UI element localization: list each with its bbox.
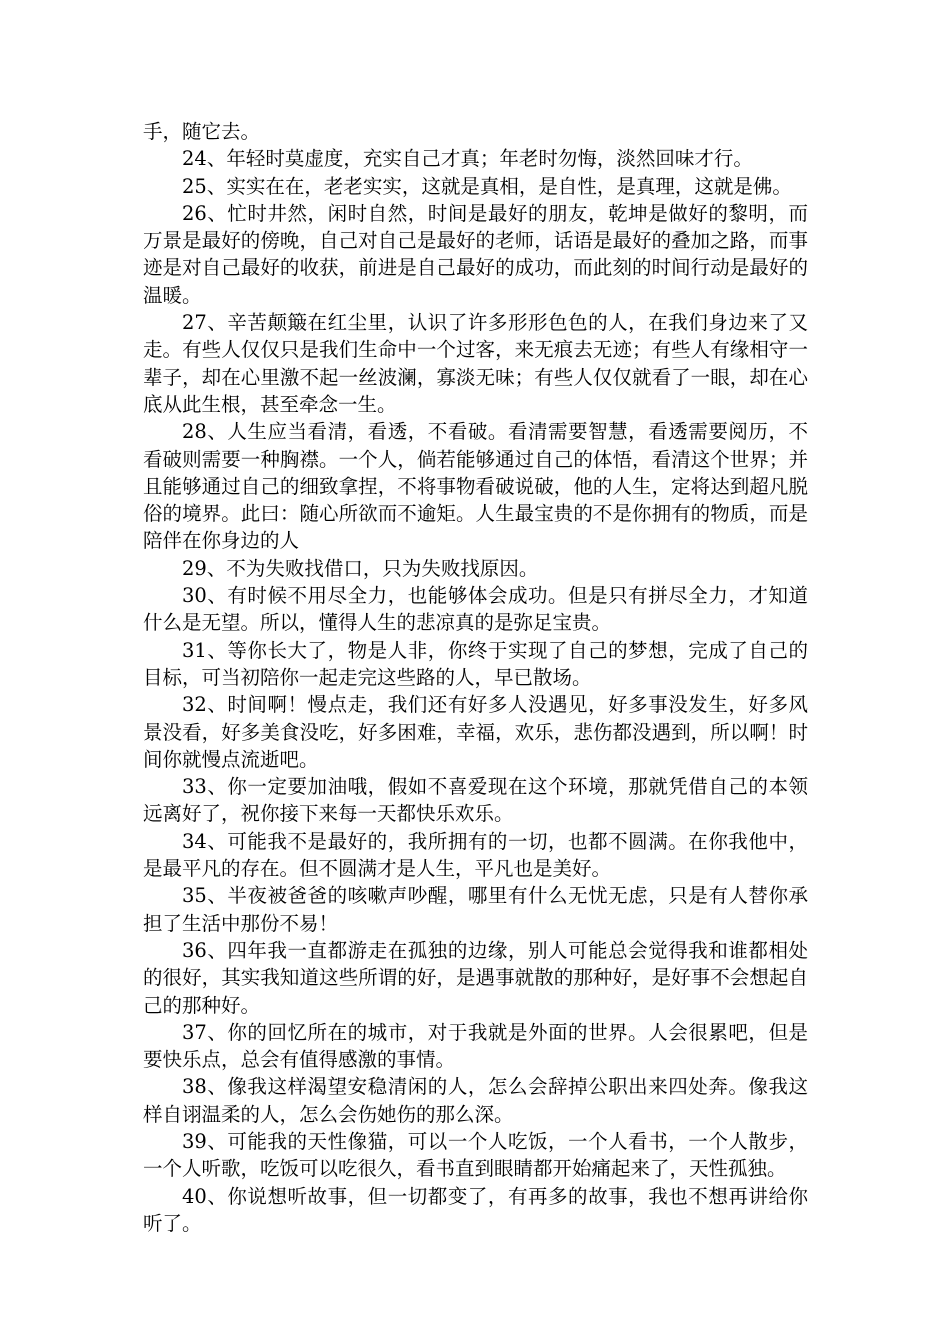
paragraph-29: 29、不为失败找借口，只为失败找原因。: [182, 556, 539, 580]
paragraph-25: 25、实实在在，老老实实，这就是真相，是自性，是真理，这就是佛。: [182, 174, 792, 198]
paragraph-38: 38、像我这样渴望安稳清闲的人，怎么会辞掉公职出来四处奔。像我这样自诩温柔的人，怎么会伤她伤的那么深。: [143, 1075, 808, 1126]
paragraph-39: 39、可能我的天性像猫，可以一个人吃饭，一个人看书，一个人散步，一个人听歌，吃饭可以吃很久，看书直到眼睛都开始痛起来了，天性孤独。: [143, 1129, 808, 1181]
paragraph-33: 33、你一定要加油哦，假如不喜爱现在这个环境，那就凭借自己的本领远离好了，祝你接下来每一天都快乐欢乐。: [143, 775, 808, 826]
paragraph-28: 28、人生应当看清，看透，不看破。看清需要智慧，看透需要阅历，不看破则需要一种胸襟。一个人，倘若能够通过自己的体悟，看清这个世界；并且能够通过自己的细致拿捏，不将事物看破说破，他的人生，定将达到超凡脱俗的境界。此曰：随心所欲而不逾矩。人生最宝贵的不是你拥有的物质，而是陪伴在你身边的人: [143, 420, 808, 553]
paragraph-continuation: 手，随它去。: [143, 120, 261, 143]
paragraph-27: 27、辛苦颠簸在红尘里，认识了许多形形色色的人，在我们身边来了又走。有些人仅仅只是我们生命中一个过客，来无痕去无迹；有些人有缘相守一辈子，却在心里激不起一丝波澜，寡淡无味；有些人仅仅就看了一眼，却在心底从此生根，甚至牵念一生。: [143, 311, 808, 416]
paragraph-31: 31、等你长大了，物是人非，你终于实现了自己的梦想，完成了自己的目标，可当初陪你一起走完这些路的人，早已散场。: [143, 638, 808, 689]
paragraph-35: 35、半夜被爸爸的咳嗽声吵醒，哪里有什么无忧无虑，只是有人替你承担了生活中那份不易！: [143, 884, 808, 935]
paragraph-34: 34、可能我不是最好的，我所拥有的一切，也都不圆满。在你我他中，是最平凡的存在。但不圆满才是人生，平凡也是美好。: [143, 829, 808, 881]
paragraph-26: 26、忙时井然，闲时自然，时间是最好的朋友，乾坤是做好的黎明，而万景是最好的傍晚，自己对自己是最好的老师，话语是最好的叠加之路，而事迹是对自己最好的收获，前进是自己最好的成功，而此刻的时间行动是最好的温暖。: [143, 201, 808, 307]
document-body: [143, 118, 808, 1237]
paragraph-36: 36、四年我一直都游走在孤独的边缘，别人可能总会觉得我和谁都相处的很好，其实我知道这些所谓的好，是遇事就散的那种好，是好事不会想起自己的那种好。: [143, 938, 808, 1017]
paragraph-40: 40、你说想听故事，但一切都变了，有再多的故事，我也不想再讲给你听了。: [143, 1184, 808, 1235]
paragraph-30: 30、有时候不用尽全力，也能够体会成功。但是只有拼尽全力，才知道什么是无望。所以，懂得人生的悲凉真的是弥足宝贵。: [143, 584, 808, 635]
paragraph-32: 32、时间啊！慢点走，我们还有好多人没遇见，好多事没发生，好多风景没看，好多美食没吃，好多困难，幸福，欢乐，悲伤都没遇到，所以啊！时间你就慢点流逝吧。: [143, 693, 808, 771]
paragraph-37: 37、你的回忆所在的城市，对于我就是外面的世界。人会很累吧，但是要快乐点，总会有值得感激的事情。: [143, 1020, 808, 1072]
paragraph-24: 24、年轻时莫虚度，充实自己才真；年老时勿悔，淡然回味才行。: [182, 147, 753, 171]
